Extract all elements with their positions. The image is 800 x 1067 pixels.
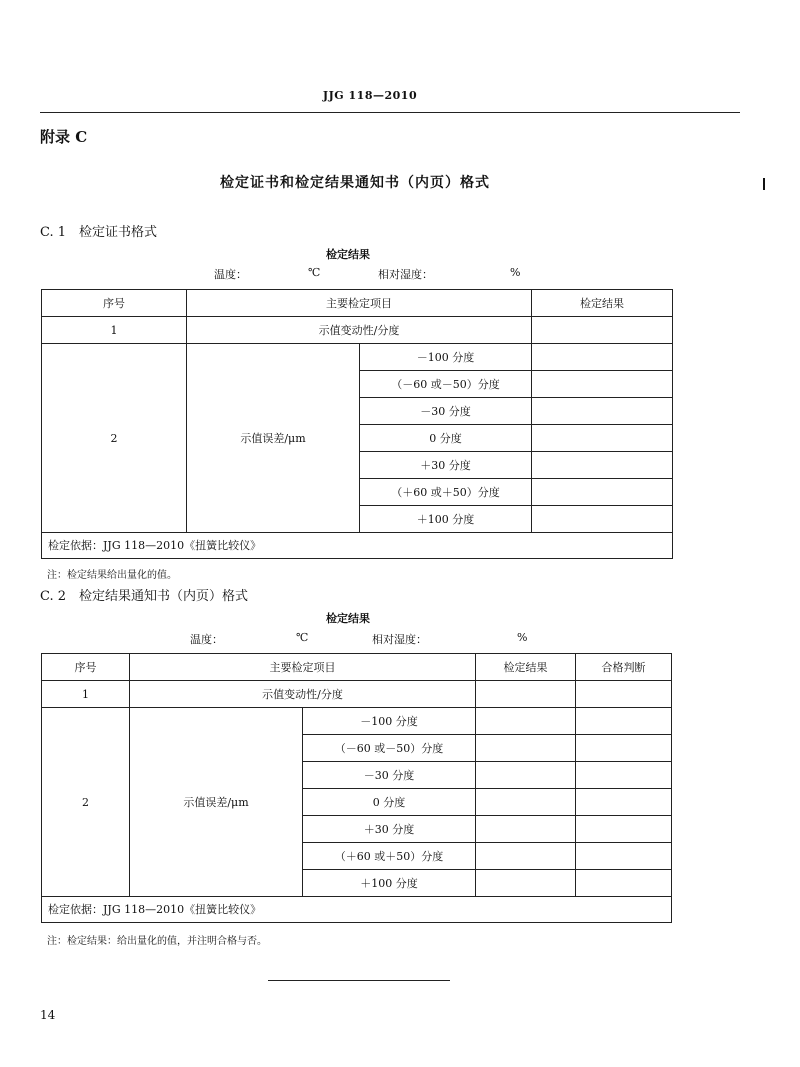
row-no: 2 [42, 344, 187, 533]
col-header-result: 检定结果 [476, 654, 576, 681]
sub-item: （＋60 或＋50）分度 [360, 479, 532, 506]
col-header-item: 主要检定项目 [130, 654, 476, 681]
table-row [42, 708, 672, 735]
result-cell [532, 506, 673, 533]
result-cell [532, 425, 673, 452]
sub-item: －30 分度 [360, 398, 532, 425]
table-note-c1: 注：检定结果给出量化的值。 [47, 570, 177, 581]
judgement-cell [576, 681, 672, 708]
judgement-cell [576, 789, 672, 816]
judgement-cell [576, 708, 672, 735]
result-cell [476, 708, 576, 735]
row-no: 1 [42, 317, 187, 344]
sub-item: 0 分度 [360, 425, 532, 452]
temperature-unit: ℃ [296, 631, 309, 644]
temperature-label: 温度： [214, 268, 247, 281]
result-cell [476, 762, 576, 789]
page-number: 14 [40, 1008, 56, 1022]
judgement-cell [576, 762, 672, 789]
results-table-c2 [41, 653, 672, 923]
margin-mark [763, 178, 765, 190]
sub-item: （＋60 或＋50）分度 [303, 843, 476, 870]
judgement-cell [576, 735, 672, 762]
row-item: 示值误差/μm [130, 708, 303, 897]
humidity-label: 相对湿度： [372, 633, 427, 646]
sub-item: （－60 或－50）分度 [303, 735, 476, 762]
footer-rule [268, 980, 450, 981]
result-cell [532, 479, 673, 506]
sub-item: ＋30 分度 [303, 816, 476, 843]
col-header-item: 主要检定项目 [187, 290, 532, 317]
result-cell [532, 371, 673, 398]
result-cell [532, 344, 673, 371]
humidity-unit: % [510, 266, 521, 279]
sub-item: －100 分度 [303, 708, 476, 735]
col-header-result: 检定结果 [532, 290, 673, 317]
sub-item: （－60 或－50）分度 [360, 371, 532, 398]
result-cell [476, 870, 576, 897]
col-header-judgement: 合格判断 [576, 654, 672, 681]
table-caption-c2: 检定结果 [326, 612, 370, 625]
table-header-row [42, 290, 673, 317]
sub-item: －30 分度 [303, 762, 476, 789]
col-header-no: 序号 [42, 654, 130, 681]
humidity-label: 相对湿度： [378, 268, 433, 281]
result-cell [476, 681, 576, 708]
result-cell [476, 843, 576, 870]
sub-item: ＋30 分度 [360, 452, 532, 479]
verification-basis: 检定依据：JJG 118—2010《扭簧比较仪》 [42, 533, 673, 559]
row-item: 示值变动性/分度 [187, 317, 532, 344]
section-heading-c2: C. 2 检定结果通知书（内页）格式 [40, 589, 249, 604]
result-cell [532, 398, 673, 425]
sub-item: －100 分度 [360, 344, 532, 371]
row-item: 示值变动性/分度 [130, 681, 476, 708]
basis-row [42, 897, 672, 923]
judgement-cell [576, 816, 672, 843]
col-header-no: 序号 [42, 290, 187, 317]
basis-row [42, 533, 673, 559]
result-cell [532, 452, 673, 479]
table-header-row [42, 654, 672, 681]
header-rule [40, 112, 740, 113]
sub-item: ＋100 分度 [360, 506, 532, 533]
humidity-unit: % [517, 631, 528, 644]
temperature-label: 温度： [190, 633, 223, 646]
result-cell [476, 816, 576, 843]
table-row [42, 681, 672, 708]
judgement-cell [576, 843, 672, 870]
row-item: 示值误差/μm [187, 344, 360, 533]
sub-item: ＋100 分度 [303, 870, 476, 897]
verification-basis: 检定依据：JJG 118—2010《扭簧比较仪》 [42, 897, 672, 923]
result-cell [476, 789, 576, 816]
running-header: JJG 118—2010 [322, 89, 418, 102]
appendix-label: 附录 C [40, 128, 88, 146]
section-heading-c1: C. 1 检定证书格式 [40, 225, 158, 240]
table-row [42, 344, 673, 371]
table-note-c2: 注：检定结果：给出量化的值，并注明合格与否。 [47, 936, 267, 947]
page-title: 检定证书和检定结果通知书（内页）格式 [220, 175, 490, 191]
table-row [42, 317, 673, 344]
row-no: 1 [42, 681, 130, 708]
sub-item: 0 分度 [303, 789, 476, 816]
result-cell [532, 317, 673, 344]
results-table-c1 [41, 289, 673, 559]
row-no: 2 [42, 708, 130, 897]
table-caption-c1: 检定结果 [326, 248, 370, 261]
result-cell [476, 735, 576, 762]
temperature-unit: ℃ [308, 266, 321, 279]
judgement-cell [576, 870, 672, 897]
